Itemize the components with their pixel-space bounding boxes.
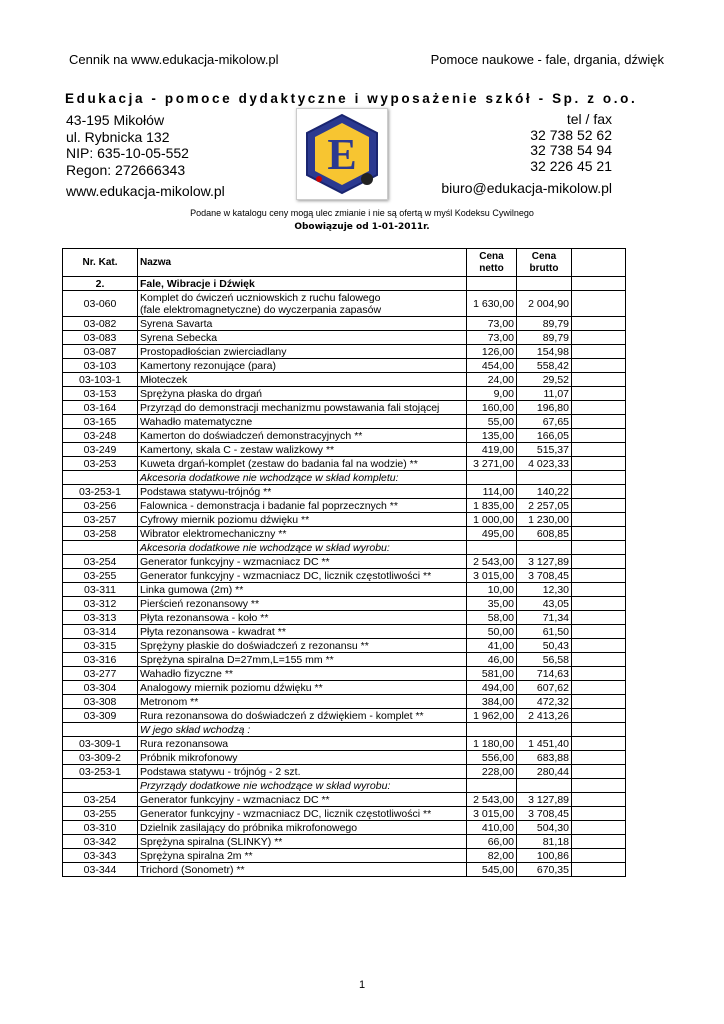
cell-netto: 581,00: [467, 667, 517, 681]
cell-nr: 03-255: [63, 807, 138, 821]
cell-nr: 03-103: [63, 359, 138, 373]
cell-netto: 384,00: [467, 695, 517, 709]
cell-extra: [572, 541, 626, 555]
table-row: [63, 709, 626, 723]
cell-extra: [572, 779, 626, 793]
cell-extra: [572, 527, 626, 541]
table-row: [63, 611, 626, 625]
cell-extra: [572, 387, 626, 401]
cell-netto: 3 015,00: [467, 807, 517, 821]
cell-extra: [572, 429, 626, 443]
cell-brutto: 472,32: [517, 695, 572, 709]
cell-netto: 24,00: [467, 373, 517, 387]
cell-brutto: 166,05: [517, 429, 572, 443]
cell-brutto: 61,50: [517, 625, 572, 639]
cell-nr: 03-087: [63, 345, 138, 359]
cell-extra: [572, 835, 626, 849]
cell-brutto: 2 004,90: [517, 291, 572, 317]
cell-extra: [572, 653, 626, 667]
cell-name: [138, 291, 467, 317]
table-row: [63, 695, 626, 709]
cell-extra: [572, 639, 626, 653]
cell-name: Wahadło fizyczne **: [138, 667, 467, 681]
table-row: [63, 667, 626, 681]
cell-nr: 03-256: [63, 499, 138, 513]
cell-netto: 66,00: [467, 835, 517, 849]
cell-extra: [572, 807, 626, 821]
cell-brutto: [517, 723, 572, 737]
cell-netto: 1 835,00: [467, 499, 517, 513]
cell-extra: [572, 331, 626, 345]
logo-letter: E: [327, 130, 357, 179]
cell-netto: 228,00: [467, 765, 517, 779]
price-table: [62, 248, 626, 877]
cell-brutto: 3 708,45: [517, 807, 572, 821]
cell-brutto: 67,65: [517, 415, 572, 429]
cell-nr: 03-343: [63, 849, 138, 863]
cell-extra: [572, 821, 626, 835]
cell-nr: 03-082: [63, 317, 138, 331]
cell-nr: 03-253-1: [63, 485, 138, 499]
cell-nr: 03-258: [63, 527, 138, 541]
cell-netto: 126,00: [467, 345, 517, 359]
cell-brutto: 89,79: [517, 317, 572, 331]
cell-extra: [572, 625, 626, 639]
cell-netto: 114,00: [467, 485, 517, 499]
cell-extra: [572, 513, 626, 527]
cell-nr: 03-344: [63, 863, 138, 877]
table-row: [63, 737, 626, 751]
cell-nr: [63, 471, 138, 485]
cell-name: Sprężyna spiralna (SLINKY) **: [138, 835, 467, 849]
phone-number: 32 226 45 21: [530, 157, 612, 174]
company-name: Edukacja - pomoce dydaktyczne i wyposażenie szkół - Sp. z o.o.: [65, 91, 638, 106]
table-row: [63, 569, 626, 583]
cell-nr: 03-342: [63, 835, 138, 849]
cell-brutto: 196,80: [517, 401, 572, 415]
cell-brutto: 3 127,89: [517, 793, 572, 807]
cell-netto: 454,00: [467, 359, 517, 373]
cell-brutto: 607,62: [517, 681, 572, 695]
cell-extra: [572, 737, 626, 751]
cell-extra: [572, 457, 626, 471]
table-row: [63, 457, 626, 471]
col-netto-l1: Cena: [479, 250, 504, 262]
cell-name: Dzielnik zasilający do próbnika mikrofonowego: [138, 821, 467, 835]
cell-brutto: [517, 277, 572, 291]
table-header: [63, 249, 626, 277]
cell-name: Podstawa statywu-trójnóg **: [138, 485, 467, 499]
cell-nr: 03-309: [63, 709, 138, 723]
table-row: [63, 291, 626, 317]
address-line: Regon: 272666343: [66, 161, 186, 178]
cell-name: Podstawa statywu - trójnóg - 2 szt.: [138, 765, 467, 779]
cell-name: Akcesoria dodatkowe nie wchodzące w skład kompletu:: [138, 471, 467, 485]
cell-brutto: 50,43: [517, 639, 572, 653]
col-brutto-l2: brutto: [529, 262, 559, 274]
price-notice: Podane w katalogu ceny mogą ulec zmianie i nie są ofertą w myśl Kodeksu Cywilnego: [190, 208, 534, 218]
cell-nr: 03-249: [63, 443, 138, 457]
cell-nr: 03-060: [63, 291, 138, 317]
col-brutto-l1: Cena: [531, 250, 557, 262]
cell-extra: [572, 569, 626, 583]
cell-name: Kamertony, skala C - zestaw walizkowy **: [138, 443, 467, 457]
cell-name: Akcesoria dodatkowe nie wchodzące w skład wyrobu:: [138, 541, 467, 555]
cell-nr: 03-315: [63, 639, 138, 653]
col-name: Nazwa: [138, 249, 467, 277]
cell-nr: [63, 779, 138, 793]
cell-extra: [572, 443, 626, 457]
cell-nr: 03-153: [63, 387, 138, 401]
website-link[interactable]: www.edukacja-mikolow.pl: [66, 183, 225, 199]
cell-brutto: 714,63: [517, 667, 572, 681]
cell-extra: [572, 583, 626, 597]
col-nr: Nr. Kat.: [63, 249, 138, 277]
cell-netto: [467, 541, 517, 555]
address-block: [66, 112, 189, 178]
cell-netto: 419,00: [467, 443, 517, 457]
cell-extra: [572, 485, 626, 499]
cell-nr: 03-310: [63, 821, 138, 835]
cell-brutto: 504,30: [517, 821, 572, 835]
cell-netto: 41,00: [467, 639, 517, 653]
cell-nr: 03-308: [63, 695, 138, 709]
cell-nr: [63, 541, 138, 555]
cell-name: Cyfrowy miernik poziomu dźwięku **: [138, 513, 467, 527]
address-line: NIP: 635-10-05-552: [66, 145, 189, 161]
cell-name: Sprężyny płaskie do doświadczeń z rezonansu **: [138, 639, 467, 653]
cell-name: Kamerton do doświadczeń demonstracyjnych **: [138, 429, 467, 443]
cell-extra: [572, 849, 626, 863]
cell-brutto: [517, 779, 572, 793]
table-row: [63, 513, 626, 527]
cell-brutto: 43,05: [517, 597, 572, 611]
section-row: [63, 277, 626, 291]
phone-number: 32 738 52 62: [530, 126, 612, 143]
cell-extra: [572, 695, 626, 709]
cell-nr: 2.: [63, 277, 138, 291]
cell-extra: [572, 863, 626, 877]
cell-nr: 03-248: [63, 429, 138, 443]
subheading-row: [63, 723, 626, 737]
cell-netto: 556,00: [467, 751, 517, 765]
logo: [296, 108, 388, 200]
table-row: [63, 639, 626, 653]
cell-extra: [572, 667, 626, 681]
cell-name: Metronom **: [138, 695, 467, 709]
table-row: [63, 653, 626, 667]
cell-netto: 3 015,00: [467, 569, 517, 583]
cell-extra: [572, 373, 626, 387]
cell-nr: 03-164: [63, 401, 138, 415]
cell-name: Płyta rezonansowa - kwadrat **: [138, 625, 467, 639]
subheading-row: [63, 541, 626, 555]
cell-name: Fale, Wibracje i Dźwięk: [138, 277, 467, 291]
cell-name: Generator funkcyjny - wzmacniacz DC **: [138, 793, 467, 807]
table-row: [63, 681, 626, 695]
table-row: [63, 835, 626, 849]
cell-netto: 2 543,00: [467, 793, 517, 807]
cell-nr: 03-314: [63, 625, 138, 639]
address-line: ul. Rybnicka 132: [66, 128, 170, 145]
cell-brutto: 515,37: [517, 443, 572, 457]
cell-name: Linka gumowa (2m) **: [138, 583, 467, 597]
table-row: [63, 401, 626, 415]
cell-name: Młoteczek: [138, 373, 467, 387]
cell-name: Analogowy miernik poziomu dźwięku **: [138, 681, 467, 695]
cell-brutto: 29,52: [517, 373, 572, 387]
cell-extra: [572, 499, 626, 513]
phone-number: 32 738 54 94: [530, 142, 612, 158]
cell-name: Sprężyna spiralna D=27mm,L=155 mm **: [138, 653, 467, 667]
cell-brutto: 1 230,00: [517, 513, 572, 527]
cell-name: W jego skład wchodzą :: [138, 723, 467, 737]
cell-extra: [572, 555, 626, 569]
subheading-row: [63, 779, 626, 793]
cell-name: Wahadło matematyczne: [138, 415, 467, 429]
cell-extra: [572, 597, 626, 611]
cell-nr: 03-257: [63, 513, 138, 527]
table-row: [63, 597, 626, 611]
cell-nr: [63, 723, 138, 737]
cell-brutto: 11,07: [517, 387, 572, 401]
cell-nr: 03-313: [63, 611, 138, 625]
cell-brutto: 683,88: [517, 751, 572, 765]
cell-brutto: 2 413,26: [517, 709, 572, 723]
cell-name: Rura rezonansowa do doświadczeń z dźwiękiem - komplet **: [138, 709, 467, 723]
cell-name: Syrena Savarta: [138, 317, 467, 331]
cell-name: Płyta rezonansowa - koło **: [138, 611, 467, 625]
cell-netto: 73,00: [467, 317, 517, 331]
cell-brutto: 12,30: [517, 583, 572, 597]
cell-name: Trichord (Sonometr) **: [138, 863, 467, 877]
cell-extra: [572, 709, 626, 723]
cell-brutto: [517, 471, 572, 485]
cell-extra: [572, 277, 626, 291]
cell-name: Generator funkcyjny - wzmacniacz DC, licznik częstotliwości **: [138, 807, 467, 821]
cell-netto: 2 543,00: [467, 555, 517, 569]
cell-netto: 1 630,00: [467, 291, 517, 317]
cell-brutto: 140,22: [517, 485, 572, 499]
cell-netto: 3 271,00: [467, 457, 517, 471]
col-netto-l2: netto: [479, 262, 504, 274]
cell-brutto: 89,79: [517, 331, 572, 345]
cell-extra: [572, 765, 626, 779]
col-netto: [467, 249, 517, 277]
cell-netto: 1 000,00: [467, 513, 517, 527]
cell-brutto: 280,44: [517, 765, 572, 779]
table-row: [63, 751, 626, 765]
cell-brutto: 4 023,33: [517, 457, 572, 471]
cell-netto: 55,00: [467, 415, 517, 429]
col-brutto: [517, 249, 572, 277]
table-row: [63, 443, 626, 457]
cell-netto: [467, 779, 517, 793]
table-row: [63, 387, 626, 401]
cell-brutto: 1 451,40: [517, 737, 572, 751]
table-row: [63, 331, 626, 345]
cell-nr: 03-253: [63, 457, 138, 471]
cell-extra: [572, 415, 626, 429]
cell-netto: 1 962,00: [467, 709, 517, 723]
table-row: [63, 527, 626, 541]
cell-netto: 50,00: [467, 625, 517, 639]
cell-extra: [572, 317, 626, 331]
cell-name-line: (fale elektromagnetyczne) do wyczerpania zapasów: [140, 303, 382, 316]
cell-name: Falownica - demonstracja i badanie fal poprzecznych **: [138, 499, 467, 513]
table-row: [63, 373, 626, 387]
cell-netto: 10,00: [467, 583, 517, 597]
table-row: [63, 429, 626, 443]
cell-nr: 03-253-1: [63, 765, 138, 779]
header-left: Cennik na www.edukacja-mikolow.pl: [69, 52, 279, 67]
cell-brutto: 3 127,89: [517, 555, 572, 569]
cell-extra: [572, 793, 626, 807]
cell-netto: 9,00: [467, 387, 517, 401]
cell-nr: 03-309-2: [63, 751, 138, 765]
cell-extra: [572, 723, 626, 737]
cell-name: Generator funkcyjny - wzmacniacz DC **: [138, 555, 467, 569]
cell-netto: 73,00: [467, 331, 517, 345]
cell-brutto: 608,85: [517, 527, 572, 541]
cell-nr: 03-254: [63, 555, 138, 569]
cell-name: Wibrator elektromechaniczny **: [138, 527, 467, 541]
cell-netto: 58,00: [467, 611, 517, 625]
cell-netto: [467, 723, 517, 737]
cell-extra: [572, 471, 626, 485]
cell-brutto: 2 257,05: [517, 499, 572, 513]
cell-extra: [572, 751, 626, 765]
cell-nr: 03-254: [63, 793, 138, 807]
table-row: [63, 555, 626, 569]
cell-name: Kamertony rezonujące (para): [138, 359, 467, 373]
cell-brutto: 558,42: [517, 359, 572, 373]
email-link[interactable]: biuro@edukacja-mikolow.pl: [441, 180, 612, 196]
cell-brutto: 71,34: [517, 611, 572, 625]
contact-label: tel / fax: [566, 111, 612, 127]
cell-name: Kuweta drgań-komplet (zestaw do badania fal na wodzie) **: [138, 457, 467, 471]
table-row: [63, 849, 626, 863]
cell-name: Próbnik mikrofonowy: [138, 751, 467, 765]
cell-brutto: 3 708,45: [517, 569, 572, 583]
cell-nr: 03-311: [63, 583, 138, 597]
cell-netto: 494,00: [467, 681, 517, 695]
cell-nr: 03-083: [63, 331, 138, 345]
cell-netto: 135,00: [467, 429, 517, 443]
table-row: [63, 345, 626, 359]
cell-nr: 03-309-1: [63, 737, 138, 751]
cell-netto: 160,00: [467, 401, 517, 415]
cell-netto: 410,00: [467, 821, 517, 835]
cell-extra: [572, 291, 626, 317]
table-row: [63, 863, 626, 877]
cell-netto: 1 180,00: [467, 737, 517, 751]
cell-netto: [467, 471, 517, 485]
cell-name: Pierścień rezonansowy **: [138, 597, 467, 611]
cell-nr: 03-165: [63, 415, 138, 429]
cell-netto: [467, 277, 517, 291]
cell-netto: 46,00: [467, 653, 517, 667]
cell-extra: [572, 401, 626, 415]
cell-name: Generator funkcyjny - wzmacniacz DC, licznik częstotliwości **: [138, 569, 467, 583]
cell-brutto: 670,35: [517, 863, 572, 877]
table-row: [63, 415, 626, 429]
table-row: [63, 359, 626, 373]
table-row: [63, 793, 626, 807]
table-row: [63, 807, 626, 821]
cell-nr: 03-316: [63, 653, 138, 667]
page-number: 1: [358, 979, 366, 991]
cell-brutto: 56,58: [517, 653, 572, 667]
cell-name: Prostopadłościan zwierciadlany: [138, 345, 467, 359]
cell-brutto: 154,98: [517, 345, 572, 359]
subheading-row: [63, 471, 626, 485]
cell-extra: [572, 359, 626, 373]
valid-from: Obowiązuje od 1-01-2011r.: [294, 222, 430, 232]
table-row: [63, 583, 626, 597]
table-row: [63, 499, 626, 513]
table-row: [63, 317, 626, 331]
contact-block: [530, 112, 612, 174]
cell-brutto: 100,86: [517, 849, 572, 863]
logo-hexagon-icon: [297, 109, 387, 199]
cell-name: Syrena Sebecka: [138, 331, 467, 345]
cell-nr: 03-103-1: [63, 373, 138, 387]
cell-nr: 03-277: [63, 667, 138, 681]
cell-extra: [572, 345, 626, 359]
cell-name-line: Komplet do ćwiczeń uczniowskich z ruchu falowego: [140, 291, 381, 304]
col-extra: [572, 249, 626, 277]
cell-name: Sprężyna spiralna 2m **: [138, 849, 467, 863]
cell-brutto: [517, 541, 572, 555]
cell-name: Przyrząd do demonstracji mechanizmu powstawania fali stojącej: [138, 401, 467, 415]
table-row: [63, 821, 626, 835]
cell-name: Rura rezonansowa: [138, 737, 467, 751]
table-row: [63, 485, 626, 499]
cell-brutto: 81,18: [517, 835, 572, 849]
cell-nr: 03-304: [63, 681, 138, 695]
cell-name: Przyrządy dodatkowe nie wchodzące w skład wyrobu:: [138, 779, 467, 793]
address-line: 43-195 Mikołów: [66, 112, 165, 128]
table-row: [63, 765, 626, 779]
cell-nr: 03-255: [63, 569, 138, 583]
cell-netto: 495,00: [467, 527, 517, 541]
cell-netto: 35,00: [467, 597, 517, 611]
table-row: [63, 625, 626, 639]
cell-netto: 82,00: [467, 849, 517, 863]
header-right: Pomoce naukowe - fale, drgania, dźwięk: [430, 52, 664, 67]
cell-nr: 03-312: [63, 597, 138, 611]
cell-extra: [572, 681, 626, 695]
cell-netto: 545,00: [467, 863, 517, 877]
cell-name: Sprężyna płaska do drgań: [138, 387, 467, 401]
cell-extra: [572, 611, 626, 625]
